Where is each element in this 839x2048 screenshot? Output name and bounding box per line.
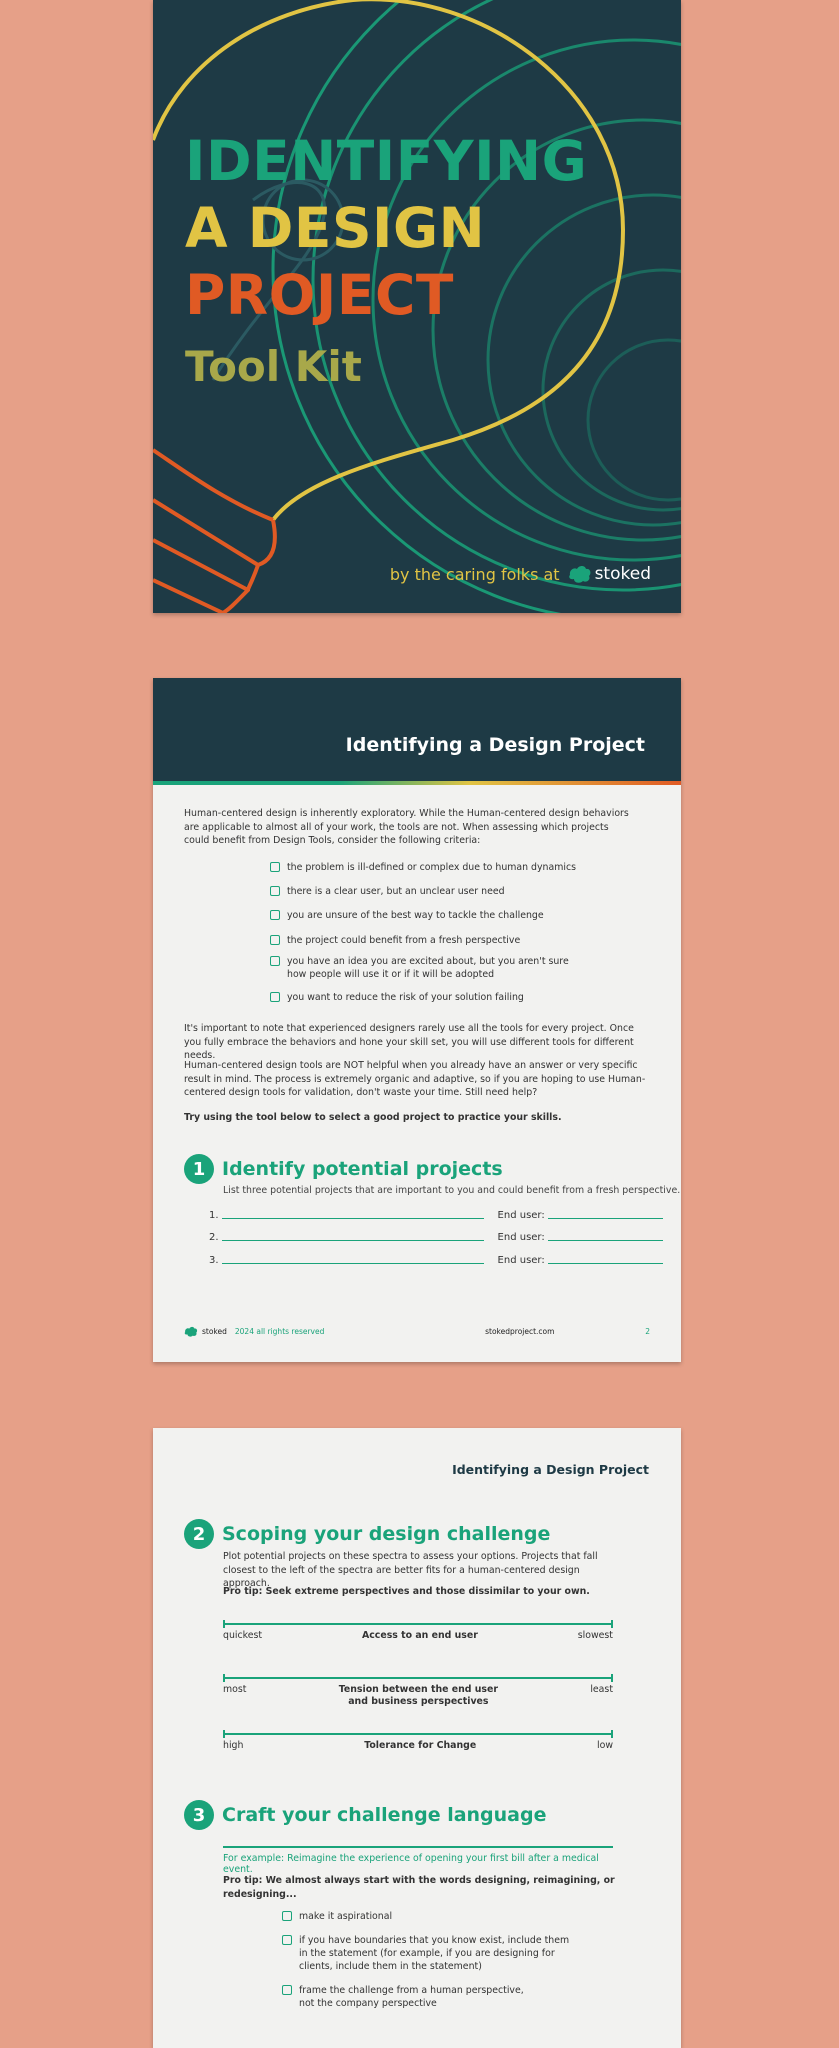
spectrum-access: quickest Access to an end user slowest — [223, 1623, 613, 1642]
spectrum-bar[interactable] — [223, 1733, 613, 1735]
paragraph-2: Human-centered design tools are NOT helpful when you already have an answer or very specific result in mind. The process is extremely organic and adaptive, so if you are hoping to use Human-centered design tools for validation, don't waste your time. Still need help? — [184, 1060, 646, 1098]
criteria-item[interactable]: you have an idea you are excited about, but you aren't sure how people will use it or if it will be adopted — [270, 955, 569, 981]
step-number: 3 — [184, 1800, 214, 1830]
criteria-item[interactable]: there is a clear user, but an unclear user need — [270, 885, 505, 898]
language-item[interactable]: frame the challenge from a human perspective, not the company perspective — [282, 1984, 524, 2010]
page-2 — [153, 678, 681, 1362]
criteria-item[interactable]: the project could benefit from a fresh perspective — [270, 934, 520, 947]
cover-title-line-1: IDENTIFYING — [185, 129, 588, 193]
paragraph-3: Try using the tool below to select a good project to practice your skills. — [184, 1112, 562, 1123]
section-2-body: Plot potential projects on these spectra to assess your options. Projects that fall closest to the left of the spectra are better fits for a human-centered design approach. — [223, 1551, 598, 1589]
step-number: 2 — [184, 1519, 214, 1549]
checkbox[interactable] — [270, 886, 280, 896]
footer-brand: stoked — [202, 1327, 227, 1336]
page-number: 2 — [645, 1327, 650, 1336]
section-3-heading — [184, 1800, 547, 1830]
section-2-tip: Pro tip: Seek extreme perspectives and those dissimilar to your own. — [223, 1586, 590, 1597]
gradient-divider — [153, 781, 681, 785]
brand-logo — [568, 564, 651, 584]
footer-url[interactable]: stokedproject.com — [485, 1327, 555, 1336]
section-subtitle: List three potential projects that are important to you and could benefit from a fresh perspective. — [223, 1185, 681, 1196]
end-user-input-line[interactable] — [548, 1218, 663, 1219]
spectrum-tension: most Tension between the end user and business perspectives least — [223, 1677, 613, 1707]
project-row-2: 2. End user: — [209, 1232, 663, 1243]
criteria-item[interactable]: you are unsure of the best way to tackle the challenge — [270, 909, 544, 922]
project-input-line[interactable] — [222, 1263, 484, 1264]
spectrum-tolerance: high Tolerance for Change low — [223, 1733, 613, 1752]
spectrum-bar[interactable] — [223, 1623, 613, 1625]
checkbox[interactable] — [282, 1911, 292, 1921]
page-3 — [153, 1428, 681, 2048]
brand-name: stoked — [594, 564, 651, 584]
paragraph-1: It's important to note that experienced designers rarely use all the tools for every project. Once you fully embrace the behaviors and hone your skill set, you will use different tools for different needs. — [184, 1023, 634, 1061]
cover-page — [153, 0, 681, 613]
criteria-item[interactable]: the problem is ill-defined or complex due to human dynamics — [270, 861, 576, 874]
language-item[interactable]: make it aspirational — [282, 1910, 392, 1923]
cover-title-line-3: PROJECT — [185, 263, 454, 327]
checkbox[interactable] — [282, 1935, 292, 1945]
checkbox[interactable] — [270, 992, 280, 1002]
page-title: Identifying a Design Project — [345, 734, 645, 756]
end-user-input-line[interactable] — [548, 1240, 663, 1241]
cover-title-line-2: A DESIGN — [185, 196, 486, 260]
section-title: Scoping your design challenge — [222, 1523, 551, 1545]
running-title: Identifying a Design Project — [452, 1462, 649, 1477]
checkbox[interactable] — [282, 1985, 292, 1995]
page-header — [153, 678, 681, 781]
step-number: 1 — [184, 1154, 214, 1184]
footer-copyright: 2024 all rights reserved — [234, 1327, 325, 1336]
section-2-heading — [184, 1519, 550, 1549]
end-user-input-line[interactable] — [548, 1263, 663, 1264]
cover-subtitle: Tool Kit — [185, 342, 362, 391]
section-title: Craft your challenge language — [222, 1804, 547, 1826]
challenge-example[interactable]: For example: Reimagine the experience of opening your first bill after a medical event. — [223, 1846, 613, 1875]
intro-paragraph: Human-centered design is inherently exploratory. While the Human-centered design behaviors are applicable to almost all of your work, the tools are not. When assessing which projects could benefit from Design Tools, consider the following criteria: — [184, 808, 629, 846]
checkbox[interactable] — [270, 910, 280, 920]
spectrum-bar[interactable] — [223, 1677, 613, 1679]
language-item[interactable]: if you have boundaries that you know exist, include them in the statement (for example, if you are designing for clients, include them in the statement) — [282, 1934, 569, 1973]
byline-text: by the caring folks at — [389, 564, 560, 584]
project-row-1: 1. End user: — [209, 1210, 663, 1221]
cover-byline — [390, 564, 651, 584]
criteria-item[interactable]: you want to reduce the risk of your solution failing — [270, 991, 524, 1004]
stoked-logo-icon — [184, 1326, 198, 1337]
cover-title — [185, 128, 587, 329]
checkbox[interactable] — [270, 956, 280, 966]
checkbox[interactable] — [270, 862, 280, 872]
section-3-tip: Pro tip: We almost always start with the words designing, reimagining, or redesigning... — [223, 1875, 615, 1900]
page-footer — [184, 1326, 650, 1337]
project-row-3: 3. End user: — [209, 1255, 663, 1266]
project-input-line[interactable] — [222, 1218, 484, 1219]
section-title: Identify potential projects — [222, 1158, 503, 1180]
checkbox[interactable] — [270, 935, 280, 945]
stoked-logo-icon — [568, 565, 592, 583]
project-input-line[interactable] — [222, 1240, 484, 1241]
section-1-heading — [184, 1154, 503, 1184]
